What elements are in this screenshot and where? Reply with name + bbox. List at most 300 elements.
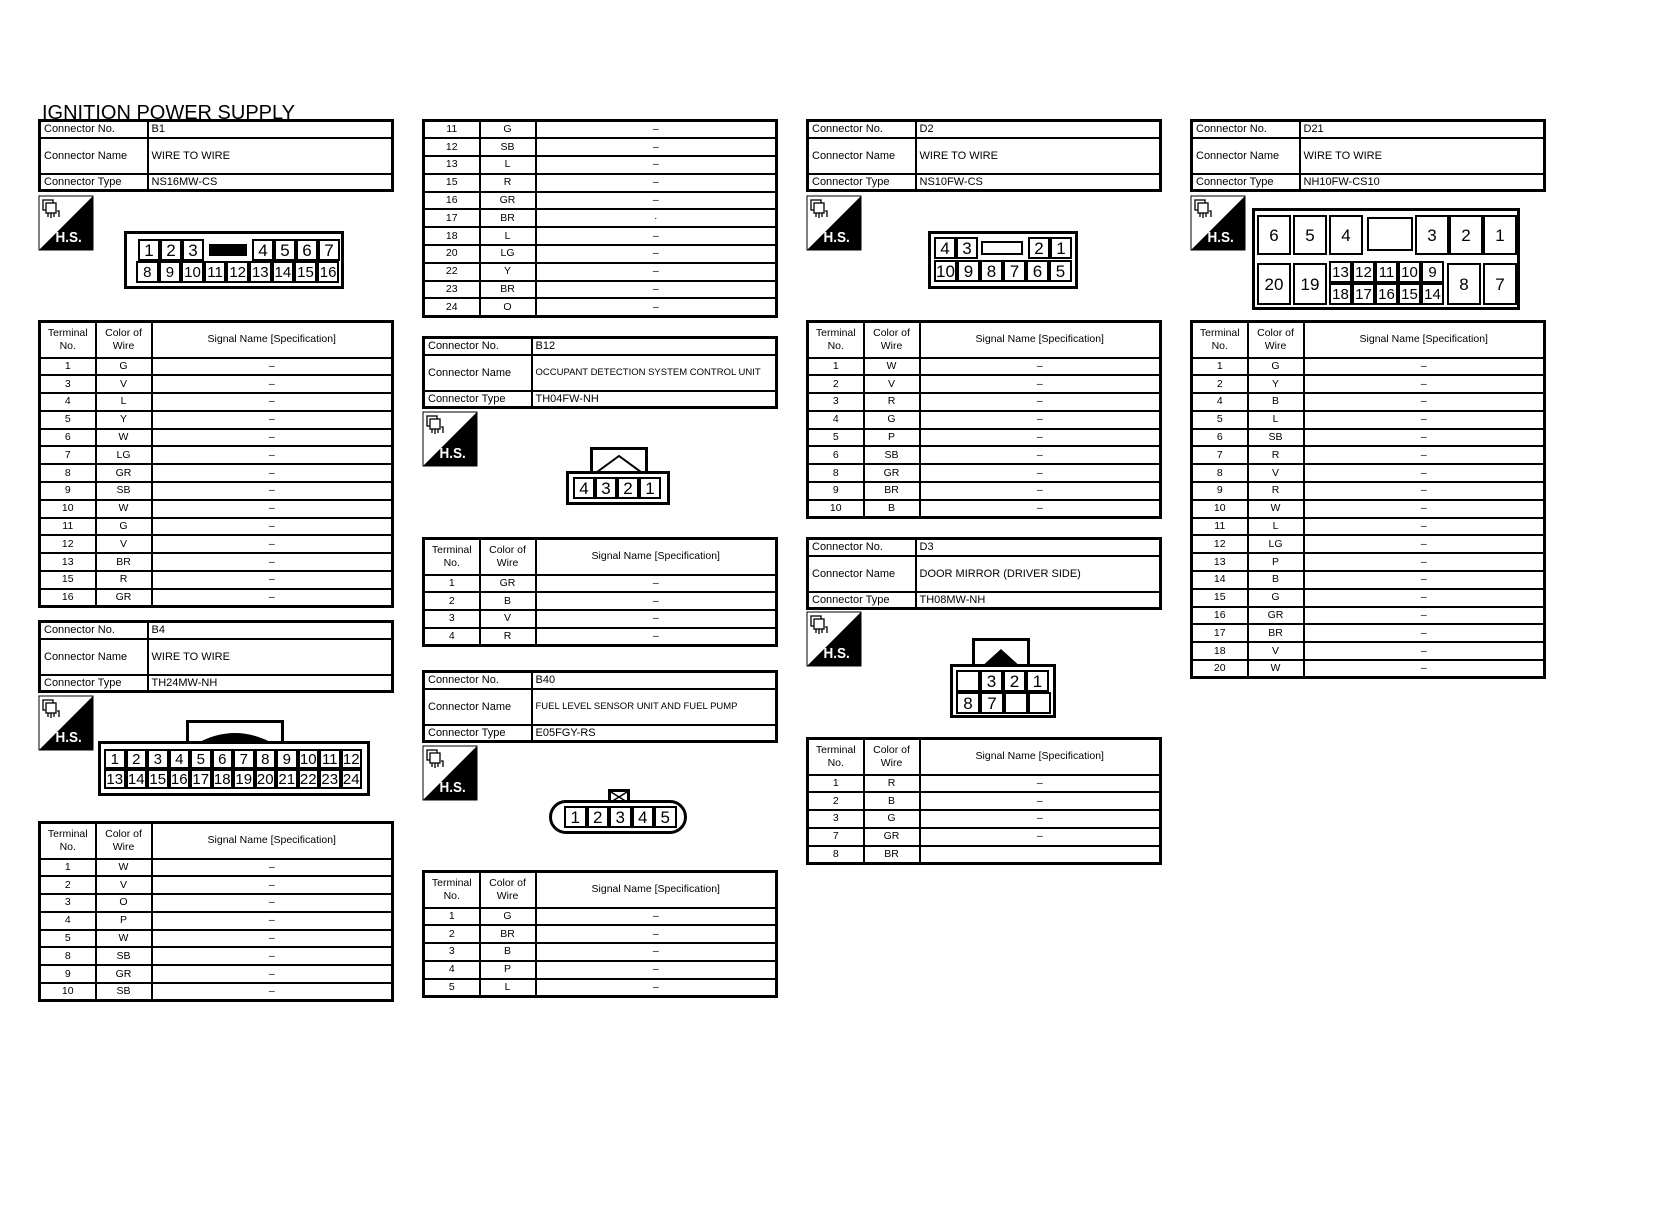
signal-name-cell: – xyxy=(1304,589,1545,607)
signal-name-cell: – xyxy=(536,908,777,926)
wire-color-cell: BR xyxy=(1248,624,1304,642)
connector-info-d21 xyxy=(1190,119,1546,192)
signal-name-cell: – xyxy=(152,393,393,411)
wire-color-cell: GR xyxy=(864,464,920,482)
hs-label: H.S. xyxy=(439,445,466,462)
connector-face-d2 xyxy=(928,231,1078,289)
terminal-no-cell: 1 xyxy=(424,575,480,593)
signal-name-cell: – xyxy=(152,464,393,482)
pin-row xyxy=(1192,607,1545,625)
signal-name-cell: – xyxy=(536,227,777,245)
terminal-no-cell: 1 xyxy=(1192,358,1248,376)
terminal-cavity: 24 xyxy=(341,769,363,789)
pin-row xyxy=(424,245,777,263)
pin-row xyxy=(424,298,777,316)
connector-type-value: TH04FW-NH xyxy=(532,391,777,408)
label-connector-name: Connector Name xyxy=(40,138,148,174)
signal-name-cell: – xyxy=(920,810,1161,828)
pin-row xyxy=(808,810,1161,828)
signal-name-cell: – xyxy=(1304,500,1545,518)
terminal-cavity: 8 xyxy=(136,261,159,283)
label-connector-no: Connector No. xyxy=(424,338,532,355)
pin-row xyxy=(40,571,393,589)
wire-color-cell: BR xyxy=(480,209,536,227)
header-signal-name: Signal Name [Specification] xyxy=(152,322,393,358)
wire-color-cell: B xyxy=(480,943,536,961)
connector-face-b4 xyxy=(98,741,370,796)
terminal-cavity: 2 xyxy=(1028,237,1050,259)
pin-row xyxy=(40,535,393,553)
signal-name-cell: – xyxy=(152,446,393,464)
pin-row xyxy=(424,925,777,943)
connector-face-d3 xyxy=(950,664,1056,718)
signal-name-cell: – xyxy=(152,859,393,877)
wire-color-cell: R xyxy=(480,174,536,192)
wire-color-cell: G xyxy=(864,411,920,429)
terminal-no-cell: 20 xyxy=(1192,660,1248,678)
connector-name-value: WIRE TO WIRE xyxy=(1300,138,1545,174)
terminal-cavity: 9 xyxy=(957,260,980,282)
signal-name-cell: – xyxy=(536,925,777,943)
pin-row xyxy=(1192,535,1545,553)
terminal-cavity: 8 xyxy=(980,260,1003,282)
terminal-no-cell: 3 xyxy=(808,393,864,411)
terminal-cavity: 23 xyxy=(319,769,341,789)
wire-color-cell: B xyxy=(1248,393,1304,411)
signal-name-cell: – xyxy=(152,912,393,930)
signal-name-cell: – xyxy=(1304,553,1545,571)
signal-name-cell: – xyxy=(152,375,393,393)
pin-row xyxy=(424,628,777,646)
terminal-cavity: 1 xyxy=(138,239,160,261)
hs-harness-side-icon xyxy=(1190,195,1246,251)
terminal-no-cell: 2 xyxy=(1192,375,1248,393)
terminal-cavity: 22 xyxy=(298,769,320,789)
wire-color-cell: SB xyxy=(480,138,536,156)
signal-name-cell: – xyxy=(920,446,1161,464)
signal-name-cell: – xyxy=(536,121,777,139)
terminal-no-cell: 5 xyxy=(424,979,480,997)
signal-name-cell: – xyxy=(536,592,777,610)
signal-name-cell: – xyxy=(536,245,777,263)
pin-row xyxy=(40,358,393,376)
connector-type-value: TH08MW-NH xyxy=(916,592,1161,609)
signal-name-cell: – xyxy=(536,979,777,997)
signal-name-cell: – xyxy=(1304,411,1545,429)
connector-no-value: B4 xyxy=(148,622,393,639)
signal-name-cell: – xyxy=(536,961,777,979)
signal-name-cell: – xyxy=(152,983,393,1001)
terminal-cavity: 15 xyxy=(147,769,169,789)
signal-name-cell: – xyxy=(152,500,393,518)
pin-row xyxy=(1192,482,1545,500)
pin-row xyxy=(40,500,393,518)
terminal-cavity: 13 xyxy=(104,769,126,789)
connector-info-b1 xyxy=(38,119,394,192)
header-terminal-no: Terminal No. xyxy=(424,539,480,575)
header-terminal-no: Terminal No. xyxy=(1192,322,1248,358)
wire-color-cell: G xyxy=(1248,358,1304,376)
terminal-no-cell: 6 xyxy=(1192,429,1248,447)
pin-row xyxy=(808,411,1161,429)
terminal-no-cell: 12 xyxy=(424,138,480,156)
label-connector-name: Connector Name xyxy=(808,556,916,592)
wire-color-cell: Y xyxy=(1248,375,1304,393)
pin-row xyxy=(40,859,393,877)
pin-row xyxy=(1192,624,1545,642)
wire-color-cell: SB xyxy=(96,947,152,965)
terminal-cavity: 2 xyxy=(126,749,148,769)
wire-color-cell: GR xyxy=(480,575,536,593)
terminal-cavity: 6 xyxy=(1026,260,1049,282)
connector-info-b4 xyxy=(38,620,394,693)
terminal-no-cell: 9 xyxy=(1192,482,1248,500)
wire-color-cell: L xyxy=(1248,411,1304,429)
terminal-no-cell: 4 xyxy=(40,912,96,930)
pin-row xyxy=(40,429,393,447)
terminal-cavity: 11 xyxy=(204,261,227,283)
wire-color-cell: SB xyxy=(96,983,152,1001)
connector-name-value: OCCUPANT DETECTION SYSTEM CONTROL UNIT xyxy=(532,355,777,391)
wire-color-cell: B xyxy=(864,792,920,810)
terminal-cavity: 2 xyxy=(1449,215,1483,255)
wire-color-cell: Y xyxy=(96,411,152,429)
terminal-cavity: 2 xyxy=(617,477,639,499)
label-connector-type: Connector Type xyxy=(40,675,148,692)
wire-color-cell: GR xyxy=(96,589,152,607)
header-color-of-wire: Color of Wire xyxy=(1248,322,1304,358)
terminal-no-cell: 18 xyxy=(1192,642,1248,660)
pin-row xyxy=(40,446,393,464)
pin-row xyxy=(808,482,1161,500)
pin-row xyxy=(1192,571,1545,589)
signal-name-cell: – xyxy=(152,429,393,447)
wire-color-cell: Y xyxy=(480,263,536,281)
terminal-no-cell: 15 xyxy=(40,571,96,589)
terminal-no-cell: 4 xyxy=(1192,393,1248,411)
header-signal-name: Signal Name [Specification] xyxy=(920,322,1161,358)
terminal-cavity: 21 xyxy=(276,769,298,789)
terminal-no-cell: 15 xyxy=(424,174,480,192)
terminal-cavity: 12 xyxy=(1352,261,1375,283)
pin-row xyxy=(40,375,393,393)
terminal-no-cell: 4 xyxy=(808,411,864,429)
terminal-cavity: 1 xyxy=(1050,237,1072,259)
label-connector-name: Connector Name xyxy=(424,355,532,391)
signal-name-cell: – xyxy=(920,464,1161,482)
pin-row xyxy=(808,500,1161,518)
terminal-cavity: 8 xyxy=(255,749,277,769)
terminal-cavity: 1 xyxy=(639,477,661,499)
pin-row xyxy=(1192,553,1545,571)
label-connector-type: Connector Type xyxy=(808,592,916,609)
label-connector-type: Connector Type xyxy=(1192,174,1300,191)
connector-no-value: B12 xyxy=(532,338,777,355)
terminal-no-cell: 7 xyxy=(40,446,96,464)
signal-name-cell: – xyxy=(1304,358,1545,376)
signal-name-cell: – xyxy=(920,482,1161,500)
terminal-no-cell: 3 xyxy=(808,810,864,828)
signal-name-cell: – xyxy=(152,482,393,500)
connector-info-d2 xyxy=(806,119,1162,192)
terminal-no-cell: 17 xyxy=(424,209,480,227)
terminal-cavity: 1 xyxy=(1026,670,1049,692)
wire-color-cell: O xyxy=(480,298,536,316)
wire-color-cell: G xyxy=(96,358,152,376)
pin-row xyxy=(40,393,393,411)
wire-color-cell: P xyxy=(1248,553,1304,571)
signal-name-cell: – xyxy=(152,535,393,553)
hs-label: H.S. xyxy=(55,729,82,746)
wire-color-cell: R xyxy=(864,393,920,411)
pin-row xyxy=(424,227,777,245)
wire-color-cell: L xyxy=(480,227,536,245)
terminal-cavity: 13 xyxy=(1329,261,1352,283)
pin-row xyxy=(40,518,393,536)
terminal-cavity: 9 xyxy=(159,261,182,283)
terminal-no-cell: 10 xyxy=(808,500,864,518)
label-connector-no: Connector No. xyxy=(40,121,148,138)
connector-face-b12 xyxy=(566,471,670,505)
label-connector-name: Connector Name xyxy=(808,138,916,174)
terminal-cavity: 3 xyxy=(956,237,978,259)
pin-row xyxy=(424,575,777,593)
terminal-cavity: 2 xyxy=(587,806,610,828)
pin-row xyxy=(1192,393,1545,411)
signal-name-cell: – xyxy=(536,610,777,628)
terminal-no-cell: 5 xyxy=(1192,411,1248,429)
terminal-no-cell: 2 xyxy=(424,925,480,943)
connector-face-b1 xyxy=(124,231,344,289)
terminal-no-cell: 8 xyxy=(808,846,864,864)
terminal-cavity: 8 xyxy=(956,692,980,714)
wire-color-cell: V xyxy=(96,876,152,894)
connector-info-d3 xyxy=(806,537,1162,610)
signal-name-cell: – xyxy=(536,575,777,593)
terminal-cavity: 7 xyxy=(1003,260,1026,282)
pin-table-d3 xyxy=(806,737,1162,865)
wire-color-cell: SB xyxy=(1248,429,1304,447)
terminal-cavity: 7 xyxy=(318,239,340,261)
terminal-no-cell: 3 xyxy=(40,894,96,912)
signal-name-cell: – xyxy=(1304,660,1545,678)
hs-harness-side-icon xyxy=(38,695,94,751)
hs-label: H.S. xyxy=(1207,229,1234,246)
wire-color-cell: BR xyxy=(480,281,536,299)
wire-color-cell: P xyxy=(96,912,152,930)
signal-name-cell: – xyxy=(920,393,1161,411)
pin-row xyxy=(1192,518,1545,536)
pin-row xyxy=(1192,411,1545,429)
terminal-no-cell: 3 xyxy=(40,375,96,393)
terminal-cavity: 18 xyxy=(212,769,234,789)
hs-harness-side-icon xyxy=(422,411,478,467)
pin-row xyxy=(40,894,393,912)
pin-row xyxy=(1192,375,1545,393)
pin-row xyxy=(424,961,777,979)
terminal-no-cell: 14 xyxy=(1192,571,1248,589)
wire-color-cell: B xyxy=(864,500,920,518)
terminal-no-cell: 22 xyxy=(424,263,480,281)
signal-name-cell: – xyxy=(152,358,393,376)
wire-color-cell: G xyxy=(96,518,152,536)
signal-name-cell: – xyxy=(920,792,1161,810)
wire-color-cell: W xyxy=(96,429,152,447)
signal-name-cell: – xyxy=(1304,607,1545,625)
terminal-no-cell: 13 xyxy=(1192,553,1248,571)
terminal-no-cell: 2 xyxy=(40,876,96,894)
terminal-no-cell: 9 xyxy=(40,965,96,983)
label-connector-no: Connector No. xyxy=(424,672,532,689)
hs-label: H.S. xyxy=(55,229,82,246)
wire-color-cell: GR xyxy=(96,464,152,482)
wire-color-cell: P xyxy=(864,429,920,447)
wire-color-cell: B xyxy=(1248,571,1304,589)
hs-label: H.S. xyxy=(439,779,466,796)
pin-table-b4 xyxy=(38,821,394,1002)
terminal-cavity: 10 xyxy=(181,261,204,283)
signal-name-cell: – xyxy=(1304,642,1545,660)
terminal-no-cell: 16 xyxy=(40,589,96,607)
terminal-cavity: 16 xyxy=(317,261,340,283)
pin-row xyxy=(424,979,777,997)
signal-name-cell: – xyxy=(1304,518,1545,536)
terminal-cavity: 19 xyxy=(233,769,255,789)
wire-color-cell: BR xyxy=(864,482,920,500)
terminal-cavity: 17 xyxy=(190,769,212,789)
terminal-cavity: 3 xyxy=(609,806,632,828)
pin-table-d21 xyxy=(1190,320,1546,679)
signal-name-cell: – xyxy=(536,298,777,316)
pin-row xyxy=(40,876,393,894)
wire-color-cell: W xyxy=(96,859,152,877)
label-connector-type: Connector Type xyxy=(40,174,148,191)
terminal-cavity: 6 xyxy=(1257,215,1291,255)
wire-color-cell: L xyxy=(480,979,536,997)
signal-name-cell: – xyxy=(536,192,777,210)
pin-row xyxy=(1192,660,1545,678)
signal-name-cell: – xyxy=(920,500,1161,518)
wire-color-cell: GR xyxy=(96,965,152,983)
pin-row xyxy=(40,464,393,482)
wire-color-cell: P xyxy=(480,961,536,979)
terminal-no-cell: 4 xyxy=(424,961,480,979)
terminal-cavity: 14 xyxy=(1421,283,1444,305)
pin-row xyxy=(424,263,777,281)
pin-row xyxy=(424,156,777,174)
empty-cavity xyxy=(1028,692,1051,714)
connector-face-d21 xyxy=(1252,208,1520,310)
signal-name-cell: – xyxy=(536,263,777,281)
page-title: IGNITION POWER SUPPLY xyxy=(42,102,295,124)
wire-color-cell: W xyxy=(864,358,920,376)
header-color-of-wire: Color of Wire xyxy=(96,823,152,859)
pin-row xyxy=(424,908,777,926)
wire-color-cell: B xyxy=(480,592,536,610)
connector-name-value: DOOR MIRROR (DRIVER SIDE) xyxy=(916,556,1161,592)
terminal-cavity: 19 xyxy=(1293,263,1327,305)
wire-color-cell: W xyxy=(96,500,152,518)
pin-row xyxy=(40,482,393,500)
signal-name-cell: – xyxy=(536,628,777,646)
terminal-cavity: 7 xyxy=(980,692,1004,714)
header-color-of-wire: Color of Wire xyxy=(864,322,920,358)
connector-no-value: D21 xyxy=(1300,121,1545,138)
terminal-no-cell: 12 xyxy=(40,535,96,553)
pin-table-b1 xyxy=(38,320,394,608)
signal-name-cell: – xyxy=(1304,429,1545,447)
label-connector-name: Connector Name xyxy=(40,639,148,675)
terminal-cavity: 1 xyxy=(1483,215,1517,255)
signal-name-cell: – xyxy=(152,571,393,589)
signal-name-cell: – xyxy=(152,930,393,948)
pin-row xyxy=(40,947,393,965)
pin-row xyxy=(808,393,1161,411)
terminal-no-cell: 13 xyxy=(424,156,480,174)
terminal-no-cell: 1 xyxy=(424,908,480,926)
signal-name-cell: – xyxy=(152,411,393,429)
terminal-cavity: 5 xyxy=(1049,260,1072,282)
pin-row xyxy=(808,828,1161,846)
pin-row xyxy=(808,375,1161,393)
wire-color-cell: R xyxy=(96,571,152,589)
pin-row xyxy=(1192,464,1545,482)
label-connector-name: Connector Name xyxy=(424,689,532,725)
terminal-cavity: 11 xyxy=(319,749,341,769)
terminal-no-cell: 15 xyxy=(1192,589,1248,607)
pin-row xyxy=(808,775,1161,793)
terminal-no-cell: 10 xyxy=(1192,500,1248,518)
wire-color-cell: G xyxy=(480,908,536,926)
terminal-cavity: 12 xyxy=(341,749,363,769)
pin-row xyxy=(808,792,1161,810)
empty-cavity xyxy=(1004,692,1028,714)
signal-name-cell: – xyxy=(920,375,1161,393)
hs-harness-side-icon xyxy=(806,611,862,667)
terminal-cavity: 2 xyxy=(1003,670,1026,692)
pin-row xyxy=(424,192,777,210)
wire-color-cell: V xyxy=(96,535,152,553)
terminal-cavity: 15 xyxy=(294,261,317,283)
signal-name-cell: – xyxy=(1304,571,1545,589)
connector-face-b40 xyxy=(549,800,687,834)
terminal-cavity: 18 xyxy=(1329,283,1352,305)
connector-type-value: NS10FW-CS xyxy=(916,174,1161,191)
hs-label: H.S. xyxy=(823,229,850,246)
terminal-cavity: 5 xyxy=(654,806,677,828)
terminal-cavity: 7 xyxy=(1483,263,1517,305)
pin-row xyxy=(40,983,393,1001)
terminal-cavity: 4 xyxy=(632,806,655,828)
terminal-no-cell: 6 xyxy=(808,446,864,464)
signal-name-cell: – xyxy=(536,138,777,156)
signal-name-cell xyxy=(920,846,1161,864)
wire-color-cell: GR xyxy=(480,192,536,210)
wire-color-cell: GR xyxy=(1248,607,1304,625)
terminal-cavity: 4 xyxy=(252,239,274,261)
header-signal-name: Signal Name [Specification] xyxy=(1304,322,1545,358)
pin-row xyxy=(808,846,1161,864)
terminal-no-cell: 24 xyxy=(424,298,480,316)
signal-name-cell: – xyxy=(1304,482,1545,500)
terminal-cavity: 3 xyxy=(182,239,204,261)
terminal-cavity: 20 xyxy=(1257,263,1291,305)
header-signal-name: Signal Name [Specification] xyxy=(536,539,777,575)
terminal-cavity: 13 xyxy=(249,261,272,283)
header-terminal-no: Terminal No. xyxy=(424,872,480,908)
terminal-cavity: 5 xyxy=(274,239,296,261)
terminal-no-cell: 1 xyxy=(40,859,96,877)
